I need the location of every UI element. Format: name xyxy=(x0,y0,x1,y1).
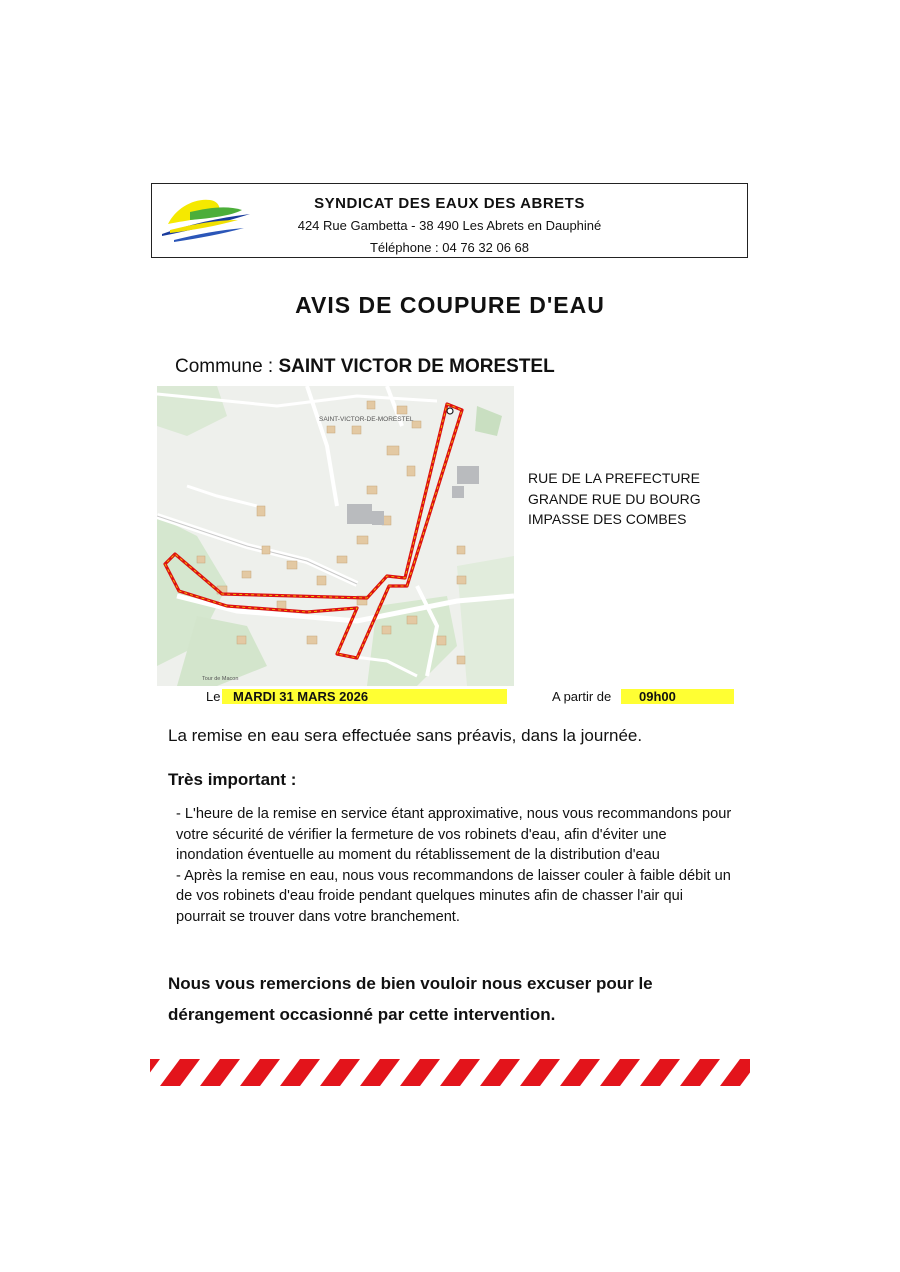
stripe xyxy=(440,1059,480,1086)
org-address: 424 Rue Gambetta - 38 490 Les Abrets en Dauphiné xyxy=(297,218,602,233)
stripe xyxy=(560,1059,600,1086)
org-name: SYNDICAT DES EAUX DES ABRETS xyxy=(314,195,585,212)
date-label: Le xyxy=(206,689,221,704)
important-paragraph: - L'heure de la remise en service étant approximative, nous vous recommandons pour votre sécurité de vérifier la fermeture de vos robinets d'eau, afin d'éviter une inondation éventuelle au moment du rétablissement de la distribution d'eau xyxy=(176,806,732,863)
stripe xyxy=(150,1059,160,1086)
time-label: A partir de xyxy=(552,689,612,704)
stripe xyxy=(600,1059,640,1086)
stripe xyxy=(720,1059,750,1086)
commune-name: SAINT VICTOR DE MORESTEL xyxy=(278,356,555,377)
restore-notice: La remise en eau sera effectuée sans préavis, dans la journée. xyxy=(168,726,643,745)
time-value: 09h00 xyxy=(621,689,734,704)
route-start-marker xyxy=(447,408,453,414)
important-paragraph: - Après la remise en eau, nous vous recommandons de laisser couler à faible débit un de vos robinets d'eau froide pendant quelques minutes afin de chasser l'air qui pourrait se trouver dans votre branchement. xyxy=(176,867,731,925)
commune-label: Commune : xyxy=(175,356,274,377)
street-item: RUE DE LA PREFECTURE xyxy=(528,470,700,486)
stripe xyxy=(400,1059,440,1086)
important-heading: Très important : xyxy=(168,770,297,789)
stripe xyxy=(160,1059,200,1086)
stripe xyxy=(280,1059,320,1086)
org-phone: Téléphone : 04 76 32 06 68 xyxy=(369,240,530,255)
map-poi-label: Tour de Macon xyxy=(202,676,239,682)
stripe xyxy=(520,1059,560,1086)
stripe xyxy=(680,1059,720,1086)
route-map xyxy=(157,386,514,686)
stripe xyxy=(200,1059,240,1086)
stripe xyxy=(640,1059,680,1086)
street-item: GRANDE RUE DU BOURG xyxy=(528,490,701,507)
date-value: MARDI 31 MARS 2026 xyxy=(222,689,507,704)
map-place-label: SAINT-VICTOR-DE-MORESTEL xyxy=(319,416,414,423)
stripe xyxy=(320,1059,360,1086)
stripe xyxy=(240,1059,280,1086)
stripe xyxy=(360,1059,400,1086)
page-title: AVIS DE COUPURE D'EAU xyxy=(295,292,605,318)
stripe xyxy=(480,1059,520,1086)
commune-line xyxy=(175,356,555,378)
closing-message: Nous vous remercions de bien vouloir nous excuser pour le dérangement occasionné par cette intervention. xyxy=(168,974,653,1024)
street-list xyxy=(528,468,701,530)
street-item: IMPASSE DES COMBES xyxy=(528,511,687,527)
warning-stripes xyxy=(150,1059,750,1086)
important-body xyxy=(176,804,736,927)
